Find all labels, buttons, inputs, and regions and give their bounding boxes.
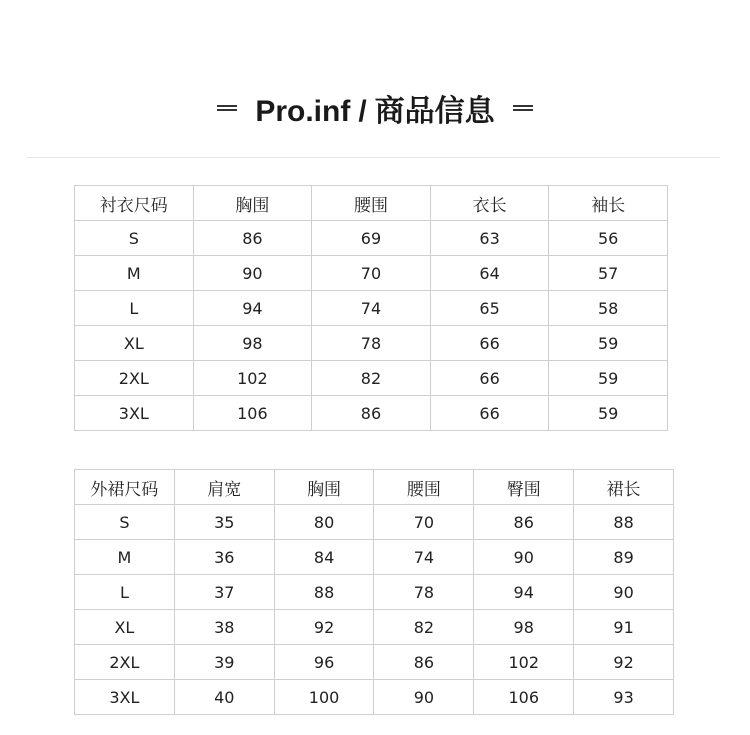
column-header: 外裙尺码 <box>75 470 175 505</box>
measurement-cell: 82 <box>312 361 431 396</box>
table-row <box>75 221 668 256</box>
measurement-cell: 90 <box>574 575 674 610</box>
measurement-cell: 70 <box>374 505 474 540</box>
column-header: 裙长 <box>574 470 674 505</box>
measurement-cell: 84 <box>274 540 374 575</box>
measurement-cell: 35 <box>174 505 274 540</box>
column-header: 腰围 <box>374 470 474 505</box>
page-header <box>0 84 750 132</box>
measurement-cell: 90 <box>474 540 574 575</box>
measurement-cell: 56 <box>549 221 668 256</box>
shirt-table-body <box>75 186 668 431</box>
double-line-left-icon <box>217 103 237 113</box>
measurement-cell: 102 <box>474 645 574 680</box>
measurement-cell: 63 <box>430 221 549 256</box>
measurement-cell: 106 <box>193 396 312 431</box>
measurement-cell: 66 <box>430 396 549 431</box>
table-row <box>75 610 674 645</box>
measurement-cell: 39 <box>174 645 274 680</box>
measurement-cell: 57 <box>549 256 668 291</box>
size-cell: XL <box>75 610 175 645</box>
measurement-cell: 86 <box>374 645 474 680</box>
size-cell: L <box>75 575 175 610</box>
measurement-cell: 98 <box>193 326 312 361</box>
measurement-cell: 98 <box>474 610 574 645</box>
size-cell: 2XL <box>75 645 175 680</box>
column-header: 衣长 <box>430 186 549 221</box>
page-title <box>255 86 494 130</box>
measurement-cell: 89 <box>574 540 674 575</box>
measurement-cell: 65 <box>430 291 549 326</box>
skirt-size-table <box>74 469 674 715</box>
measurement-cell: 106 <box>474 680 574 715</box>
title-en: Pro.inf <box>255 95 351 128</box>
measurement-cell: 80 <box>274 505 374 540</box>
column-header: 胸围 <box>274 470 374 505</box>
measurement-cell: 86 <box>474 505 574 540</box>
shirt-size-table <box>74 185 668 431</box>
column-header: 衬衣尺码 <box>75 186 194 221</box>
measurement-cell: 93 <box>574 680 674 715</box>
size-cell: 3XL <box>75 396 194 431</box>
column-header: 肩宽 <box>174 470 274 505</box>
measurement-cell: 94 <box>474 575 574 610</box>
skirt-table-body <box>75 470 674 715</box>
table-row <box>75 256 668 291</box>
measurement-cell: 78 <box>374 575 474 610</box>
column-header: 腰围 <box>312 186 431 221</box>
table-row <box>75 505 674 540</box>
table-row <box>75 396 668 431</box>
column-header: 胸围 <box>193 186 312 221</box>
size-cell: M <box>75 256 194 291</box>
measurement-cell: 90 <box>193 256 312 291</box>
table-row <box>75 645 674 680</box>
measurement-cell: 82 <box>374 610 474 645</box>
measurement-cell: 74 <box>374 540 474 575</box>
measurement-cell: 90 <box>374 680 474 715</box>
table-row <box>75 540 674 575</box>
measurement-cell: 94 <box>193 291 312 326</box>
table-row <box>75 291 668 326</box>
measurement-cell: 40 <box>174 680 274 715</box>
measurement-cell: 59 <box>549 396 668 431</box>
size-cell: 2XL <box>75 361 194 396</box>
measurement-cell: 92 <box>574 645 674 680</box>
measurement-cell: 36 <box>174 540 274 575</box>
table-row <box>75 326 668 361</box>
column-header: 臀围 <box>474 470 574 505</box>
measurement-cell: 92 <box>274 610 374 645</box>
measurement-cell: 86 <box>312 396 431 431</box>
measurement-cell: 96 <box>274 645 374 680</box>
measurement-cell: 64 <box>430 256 549 291</box>
measurement-cell: 86 <box>193 221 312 256</box>
table-header-row <box>75 470 674 505</box>
header-divider <box>27 157 720 158</box>
measurement-cell: 38 <box>174 610 274 645</box>
size-cell: S <box>75 505 175 540</box>
measurement-cell: 69 <box>312 221 431 256</box>
size-cell: L <box>75 291 194 326</box>
measurement-cell: 88 <box>274 575 374 610</box>
table-header-row <box>75 186 668 221</box>
title-cn: 商品信息 <box>374 95 495 128</box>
column-header: 袖长 <box>549 186 668 221</box>
double-line-right-icon <box>513 103 533 113</box>
size-cell: M <box>75 540 175 575</box>
measurement-cell: 59 <box>549 361 668 396</box>
table-row <box>75 680 674 715</box>
measurement-cell: 91 <box>574 610 674 645</box>
size-cell: 3XL <box>75 680 175 715</box>
size-cell: S <box>75 221 194 256</box>
measurement-cell: 66 <box>430 361 549 396</box>
measurement-cell: 88 <box>574 505 674 540</box>
title-separator: / <box>358 95 367 128</box>
measurement-cell: 58 <box>549 291 668 326</box>
table-row <box>75 361 668 396</box>
measurement-cell: 59 <box>549 326 668 361</box>
measurement-cell: 100 <box>274 680 374 715</box>
size-cell: XL <box>75 326 194 361</box>
table-row <box>75 575 674 610</box>
measurement-cell: 102 <box>193 361 312 396</box>
measurement-cell: 37 <box>174 575 274 610</box>
measurement-cell: 70 <box>312 256 431 291</box>
measurement-cell: 74 <box>312 291 431 326</box>
measurement-cell: 78 <box>312 326 431 361</box>
measurement-cell: 66 <box>430 326 549 361</box>
